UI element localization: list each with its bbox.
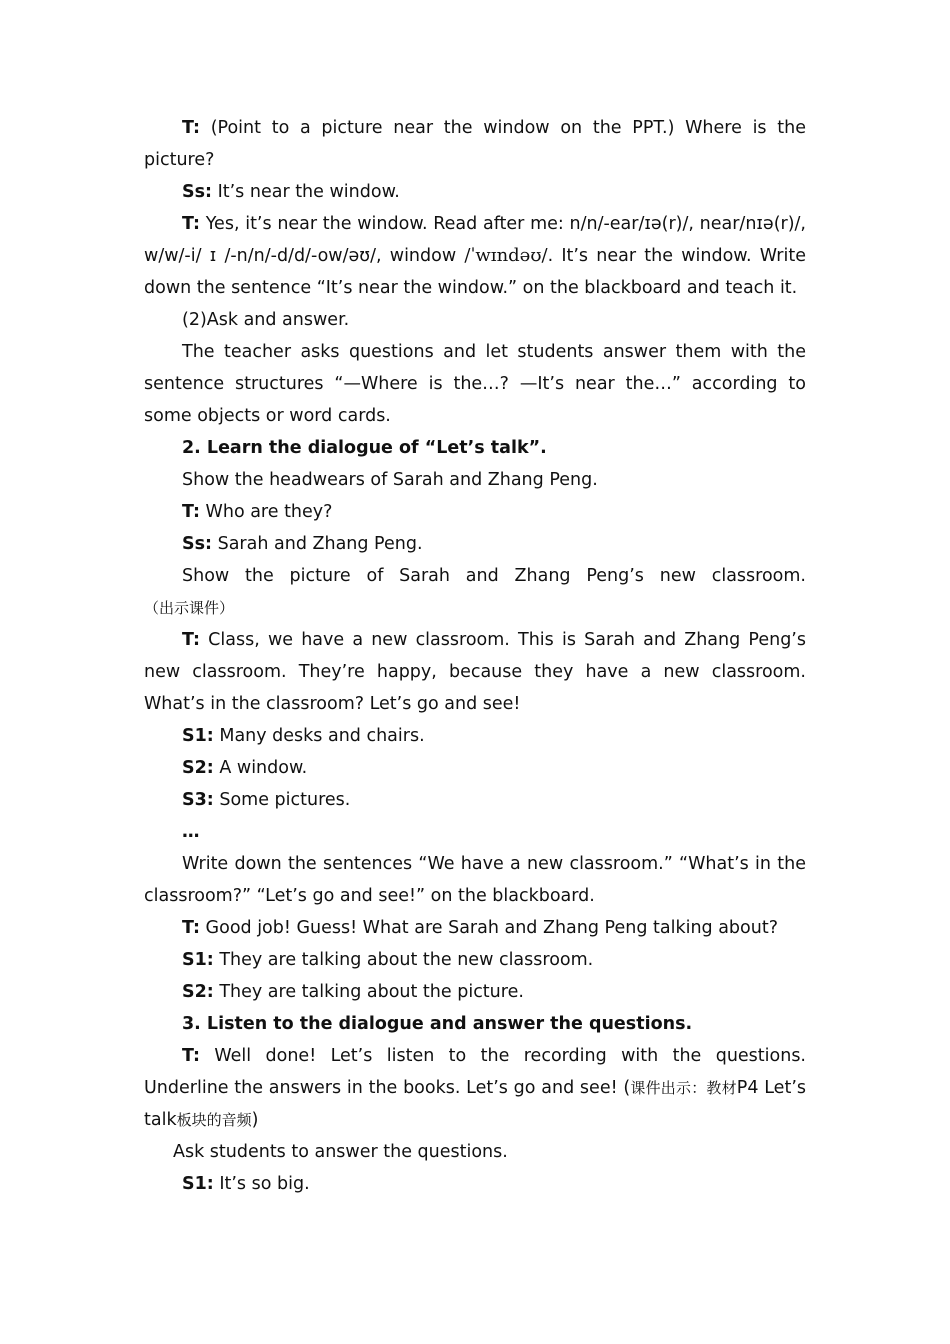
phonetic-transcription: /ˈwɪndəʊ/ bbox=[464, 245, 548, 266]
speaker-label: T: bbox=[182, 630, 200, 650]
speaker-label: T: bbox=[182, 1046, 200, 1066]
paragraph-text: They are talking about the picture. bbox=[213, 982, 524, 1002]
paragraph-text: Show the headwears of Sarah and Zhang Peng. bbox=[182, 470, 598, 490]
paragraph-text: Well done! Let’s listen to the recording with the questions. Underline the answers in the books. Let’s go and see! ( bbox=[144, 1046, 806, 1098]
paragraph-text-continued: P4 Let’s talk bbox=[144, 1078, 806, 1130]
speaker-label: S1: bbox=[182, 950, 214, 970]
speaker-label: S2: bbox=[182, 758, 214, 778]
chinese-note: 板块的音频 bbox=[176, 1111, 252, 1129]
paragraph bbox=[144, 496, 806, 528]
paragraph bbox=[144, 336, 806, 432]
speaker-label: S1: bbox=[182, 1174, 214, 1194]
paragraph-text: Show the picture of Sarah and Zhang Peng’s new classroom. bbox=[182, 566, 806, 586]
paragraph bbox=[144, 1136, 806, 1168]
paragraph bbox=[144, 1168, 806, 1200]
paragraph-text: Many desks and chairs. bbox=[213, 726, 425, 746]
paragraph-text: Write down the sentences “We have a new classroom.” “What’s in the classroom?” “Let’s go and see!” on the blackboard. bbox=[144, 854, 806, 906]
section-heading bbox=[144, 1008, 806, 1040]
section-heading bbox=[144, 432, 806, 464]
chinese-note: 课件出示：教材 bbox=[630, 1079, 737, 1097]
paragraph-text: It’s so big. bbox=[213, 1174, 310, 1194]
paragraph-text: Ask students to answer the questions. bbox=[173, 1142, 508, 1162]
paragraph bbox=[144, 624, 806, 720]
paragraph bbox=[144, 752, 806, 784]
paragraph-text: Yes, it’s near the window. Read after me: n/n/-ear/ɪə(r)/, near/nɪə(r)/, w/w/-i/ ɪ /-n/n/-d/d/-ow/əʊ/, window bbox=[144, 214, 806, 266]
heading-text: 2. Learn the dialogue of “Let’s talk”. bbox=[182, 438, 547, 458]
paragraph bbox=[144, 720, 806, 752]
speaker-label: T: bbox=[182, 918, 200, 938]
paragraph-text: It’s near the window. bbox=[212, 182, 400, 202]
paragraph bbox=[144, 784, 806, 816]
speaker-label: S1: bbox=[182, 726, 214, 746]
document-body bbox=[144, 112, 806, 1200]
speaker-label: T: bbox=[182, 502, 200, 522]
paragraph-text: Some pictures. bbox=[213, 790, 351, 810]
paragraph bbox=[144, 208, 806, 304]
paragraph-text: Good job! Guess! What are Sarah and Zhang Peng talking about? bbox=[199, 918, 778, 938]
paragraph bbox=[144, 1040, 806, 1136]
ellipsis: … bbox=[182, 822, 200, 842]
paragraph-text: Class, we have a new classroom. This is Sarah and Zhang Peng’s new classroom. They’re happy, because they have a new classroom. What’s in the classroom? Let’s go and see! bbox=[144, 630, 806, 714]
ellipsis-line bbox=[144, 816, 806, 848]
paragraph-text: (Point to a picture near the window on the PPT.) Where is the picture? bbox=[144, 118, 806, 170]
paragraph bbox=[144, 528, 806, 560]
paragraph bbox=[144, 176, 806, 208]
paragraph-text: They are talking about the new classroom. bbox=[213, 950, 594, 970]
paragraph bbox=[144, 560, 806, 624]
heading-text: 3. Listen to the dialogue and answer the questions. bbox=[182, 1014, 693, 1034]
speaker-label: S2: bbox=[182, 982, 214, 1002]
speaker-label: Ss: bbox=[182, 534, 213, 554]
paragraph bbox=[144, 976, 806, 1008]
paragraph bbox=[144, 112, 806, 176]
paragraph bbox=[144, 464, 806, 496]
speaker-label: T: bbox=[182, 118, 200, 138]
paragraph bbox=[144, 304, 806, 336]
paragraph-text: A window. bbox=[213, 758, 308, 778]
paragraph bbox=[144, 848, 806, 912]
paragraph-text-continued: ) bbox=[251, 1110, 259, 1130]
paragraph-text: Sarah and Zhang Peng. bbox=[212, 534, 423, 554]
paragraph bbox=[144, 944, 806, 976]
paragraph-text-continued: . It’s near the window. Write down the sentence “It’s near the window.” on the blackboard and teach it. bbox=[144, 246, 806, 298]
chinese-note: （出示课件） bbox=[144, 599, 235, 617]
paragraph bbox=[144, 912, 806, 944]
speaker-label: Ss: bbox=[182, 182, 213, 202]
paragraph-text: (2)Ask and answer. bbox=[182, 310, 350, 330]
paragraph-text: Who are they? bbox=[199, 502, 333, 522]
paragraph-text: The teacher asks questions and let students answer them with the sentence structures “—Where is the…? —It’s near the…” according to some objects or word cards. bbox=[144, 342, 806, 426]
speaker-label: S3: bbox=[182, 790, 214, 810]
speaker-label: T: bbox=[182, 214, 200, 234]
